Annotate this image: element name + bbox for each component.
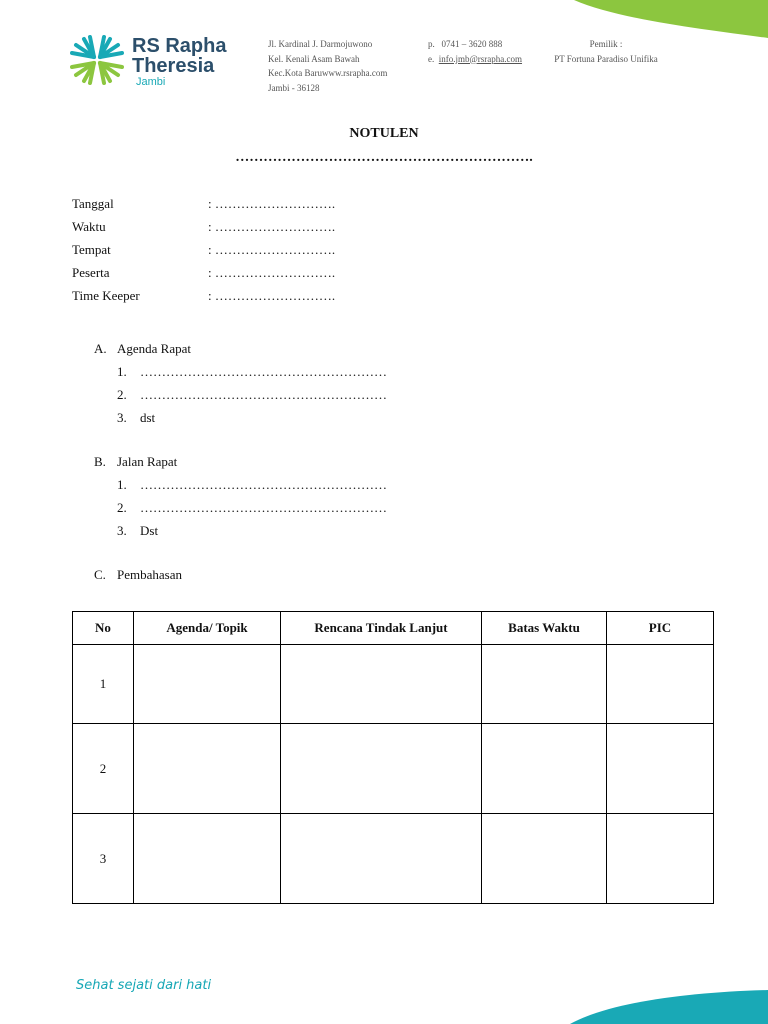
list-item: 3. Dst	[117, 523, 159, 538]
table-cell	[482, 645, 607, 724]
pembahasan-table	[72, 611, 714, 904]
column-header: PIC	[607, 612, 714, 645]
column-header: Rencana Tindak Lanjut	[281, 612, 482, 645]
list-item: 1. …………………………………………………	[117, 477, 387, 492]
logo-cross-icon	[70, 35, 124, 85]
list-item: 3. dst	[117, 410, 156, 425]
column-header: Agenda/ Topik	[134, 612, 281, 645]
field-row	[72, 192, 335, 215]
owner-label: Pemilik :	[589, 39, 623, 49]
logo	[70, 34, 246, 90]
table-row	[73, 814, 714, 904]
field-value: : ……………………….	[208, 288, 336, 303]
table-cell	[482, 814, 607, 904]
column-header: Batas Waktu	[482, 612, 607, 645]
field-row	[72, 238, 335, 261]
table-cell	[134, 724, 281, 814]
field-value: : ……………………….	[208, 196, 336, 211]
field-label: Time Keeper	[72, 288, 140, 303]
table-cell	[281, 724, 482, 814]
table-cell	[281, 645, 482, 724]
table-cell: 1	[73, 645, 134, 724]
field-row	[72, 261, 335, 284]
address-line: Jl. Kardinal J. Darmojuwono	[268, 39, 373, 49]
address-line: Kec.Kota Baruwww.rsrapha.com	[268, 68, 388, 78]
table-row	[73, 645, 714, 724]
column-header: No	[73, 612, 134, 645]
field-label: Peserta	[72, 265, 110, 280]
phone-number: 0741 – 3620 888	[441, 39, 503, 49]
section-heading: C. Pembahasan	[94, 567, 182, 582]
section-heading: A. Agenda Rapat	[94, 341, 192, 356]
section-agenda	[94, 337, 387, 429]
header-owner	[548, 37, 664, 66]
logo-line3: Jambi	[136, 76, 166, 88]
address-line: Kel. Kenali Asam Bawah	[268, 53, 360, 64]
section-pembahasan	[94, 563, 182, 586]
field-value: : ……………………….	[208, 242, 336, 257]
document-subtitle: ……………………………………………………….	[235, 150, 533, 165]
field-label: Waktu	[72, 219, 106, 234]
field-row	[72, 215, 335, 238]
header-contact	[428, 37, 522, 66]
table-cell	[482, 724, 607, 814]
table-cell	[607, 645, 714, 724]
email-prefix: e.	[428, 53, 435, 64]
section-jalan-rapat	[94, 450, 387, 542]
table-cell	[281, 814, 482, 904]
field-label: Tempat	[72, 242, 111, 257]
table-row	[73, 724, 714, 814]
list-item: 2. …………………………………………………	[117, 500, 387, 515]
table-cell	[134, 645, 281, 724]
field-label: Tanggal	[72, 196, 114, 211]
phone-prefix: p.	[428, 39, 435, 49]
header-green-swoosh	[560, 0, 768, 40]
footer-slogan: Sehat sejati dari hati	[76, 978, 212, 993]
header-address	[268, 37, 387, 95]
footer-teal-swoosh	[570, 988, 768, 1024]
table-header-row	[73, 612, 714, 645]
table-cell	[134, 814, 281, 904]
table-cell	[607, 814, 714, 904]
owner-name: PT Fortuna Paradiso Unifika	[554, 53, 658, 64]
document-title: NOTULEN	[349, 126, 419, 141]
table-cell	[607, 724, 714, 814]
section-heading: B. Jalan Rapat	[94, 454, 178, 469]
logo-line1: RS Rapha	[132, 35, 227, 57]
table-cell: 3	[73, 814, 134, 904]
meeting-fields	[72, 192, 335, 307]
logo-line2: Theresia	[132, 55, 215, 77]
email-link[interactable]: info.jmb@rsrapha.com	[438, 53, 523, 64]
table-cell: 2	[73, 724, 134, 814]
list-item: 2. …………………………………………………	[117, 387, 387, 402]
field-row	[72, 284, 335, 307]
address-line: Jambi - 36128	[268, 82, 320, 93]
list-item: 1. …………………………………………………	[117, 364, 387, 379]
field-value: : ……………………….	[208, 219, 336, 234]
field-value: : ……………………….	[208, 265, 336, 280]
